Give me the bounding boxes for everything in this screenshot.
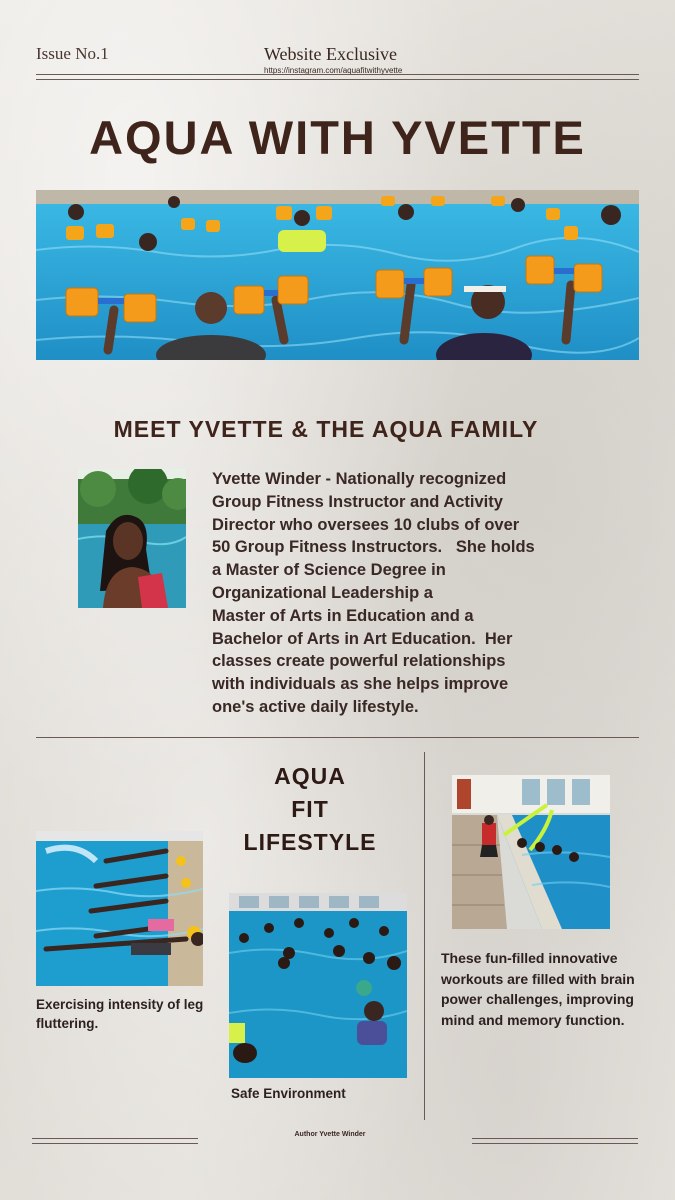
header-rule-top	[36, 74, 639, 75]
yvette-portrait-photo	[78, 469, 186, 608]
bio-line: Group Fitness Instructor and Activity	[212, 492, 503, 511]
column-divider	[424, 752, 425, 1120]
bio-line: Director who oversees 10 clubs of over	[212, 515, 520, 534]
aqua-fit-lifestyle-heading	[220, 760, 400, 859]
bio-line: one's active daily lifestyle.	[212, 697, 419, 716]
issue-number: Issue No.1	[36, 44, 109, 63]
page-title: AQUA WITH YVETTE	[89, 111, 586, 164]
section-divider	[36, 737, 639, 738]
bio-line: classes create powerful relationships	[212, 652, 506, 671]
leg-fluttering-photo	[36, 831, 203, 986]
brain-power-workout-photo	[452, 775, 610, 929]
website-exclusive-label: Website Exclusive	[264, 44, 398, 64]
bio-line: 50 Group Fitness Instructors. She holds	[212, 538, 535, 557]
hero-pool-class-photo	[36, 190, 639, 360]
header-rule-bottom	[36, 79, 639, 80]
meet-yvette-heading: MEET YVETTE & THE AQUA FAMILY	[113, 416, 539, 442]
bio-line: with individuals as she helps improve	[212, 675, 509, 694]
bio-line: a Master of Science Degree in	[212, 561, 446, 580]
bio-line: Yvette Winder - Nationally recognized	[212, 470, 507, 488]
bio-line: Organizational Leadership a	[212, 583, 433, 602]
footer-rule-left-bottom	[32, 1143, 198, 1144]
footer-rule-right-top	[472, 1138, 638, 1139]
safe-environment-photo	[229, 893, 407, 1078]
bio-line: Bachelor of Arts in Art Education. Her	[212, 629, 513, 648]
instagram-link[interactable]: https://instagram.com/aquafitwithyvette	[264, 66, 403, 75]
bio-line: Master of Arts in Education and a	[212, 606, 474, 625]
heading-line: LIFESTYLE	[243, 829, 377, 855]
leg-fluttering-caption: Exercising intensity of leg fluttering.	[36, 997, 204, 1031]
footer-rule-left-top	[32, 1138, 198, 1139]
safe-environment-caption: Safe Environment	[231, 1086, 346, 1101]
heading-line: FIT	[291, 796, 329, 822]
author-credit: Author Yvette Winder	[294, 1131, 366, 1138]
heading-line: AQUA	[274, 763, 346, 789]
footer-rule-right-bottom	[472, 1143, 638, 1144]
yvette-bio	[212, 468, 572, 719]
brain-power-caption: These fun-filled innovative workouts are filled with brain power challenges, improving mind and memory function.	[441, 950, 635, 1028]
